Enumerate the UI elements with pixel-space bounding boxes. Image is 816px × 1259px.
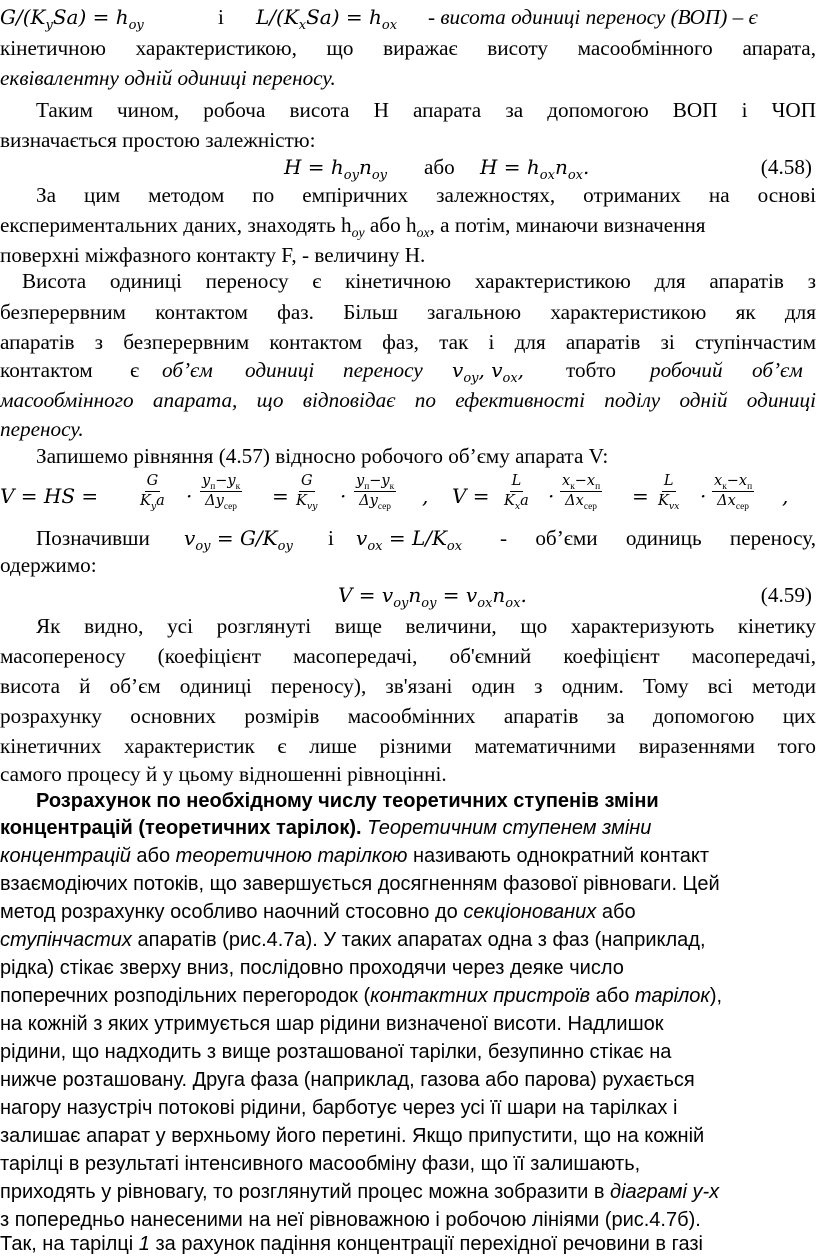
fraction-y-diff-2: $y_п-y_к$ $\Delta y_{сер}$	[356, 473, 395, 512]
paragraph-line: масообмінного апарата, що відповідає по ефективності поділу одній одиниці	[0, 388, 816, 412]
line-hoy-hox-definition	[0, 2, 816, 32]
section-heading-cont: концентрацій (теоретичних тарілок).	[0, 817, 362, 839]
definition-vop: - висота одиниці переносу (ВОП) – є	[428, 5, 758, 29]
paragraph-line: апаратів з безперервним контактом фаз, так і для апаратів зі ступінчастим	[0, 330, 816, 354]
equation-number: (4.58)	[760, 155, 812, 179]
formula-h-oy: $H = h_{oy}n_{oy}$	[284, 155, 388, 183]
equation-4-59: $V = v_{oy}n_{oy} = v_{ox}n_{ox}$. (4.59)	[0, 580, 816, 610]
equation-number: (4.59)	[760, 583, 812, 607]
paragraph-line: Позначивши $v_{oy} = G/K_{oy}$ і $v_{ox} = L/K_{ox}$ - об’єми одиниць переносу,	[36, 526, 816, 554]
formula-hoy: $G/(K_ySa) = h_{oy}$	[0, 5, 144, 33]
paragraph-line: тарілці в результаті інтенсивного масообміну фази, що її залишають,	[0, 1153, 641, 1175]
formula-v: V =	[452, 484, 490, 508]
paragraph-line: нагору назустріч потокові рідини, барботує через усі її шари на тарілках і	[0, 1097, 678, 1119]
formula-v-hs: V = HS =	[0, 484, 99, 508]
fraction-x-diff: $x_к-x_п$ $\Delta x_{сер}$	[562, 473, 601, 512]
fraction-l-kxa: L $K_xa$	[504, 473, 529, 512]
equation-volume: V = HS = G $K_ya$ · $y_п-y_к$ $\Delta y_{сер}$ = G $K_{vy}$ · $y_п-y_к$ $\Delta y_{сер}$ , V = L $K_xa$ · $x_к-x_п$ $\Delta x_{сер}$ = L $K_{vx}$ · $x_к-x_п$ $\Delta x_{сер}$ ,	[0, 472, 816, 520]
conjunction-or: або	[424, 155, 455, 179]
fraction-x-diff-2: $x_к-x_п$ $\Delta x_{сер}$	[714, 473, 753, 512]
paragraph-line: концентрацій (теоретичних тарілок). Теоретичним ступенем зміни	[0, 817, 652, 839]
paragraph-line: кінетичних характеристик є лише різними математичними виразеннями того	[0, 734, 816, 758]
paragraph-line: висота й об’єм одиниці переносу), зв'язані один з одним. Тому всі методи	[0, 674, 816, 698]
paragraph-line: Так, на тарілці 1 за рахунок падіння концентрації перехідної речовини в газі	[0, 1233, 703, 1255]
paragraph-line: концентрацій або теоретичною тарілкою називають однократний контакт	[0, 845, 710, 867]
paragraph-line: одержимо:	[0, 553, 97, 577]
formula-h-ox: $H = h_{ox}n_{ox}$.	[480, 155, 590, 183]
paragraph-line: Таким чином, робоча висота H апарата за допомогою ВОП і ЧОП	[36, 98, 816, 122]
paragraph-line: рідка) стікає зверху вниз, послідовно проходячи через деяке число	[0, 957, 624, 979]
paragraph-line: кінетичною характеристикою, що виражає висоту масообмінного апарата,	[0, 36, 816, 60]
paragraph-line: Запишемо рівняння (4.57) відносно робочого об’єму апарата V:	[36, 444, 609, 468]
paragraph-line: Як видно, усі розглянуті вище величини, що характеризують кінетику	[36, 614, 816, 638]
paragraph-line: на кожній з яких утримується шар рідини визначеної висоти. Надлишок	[0, 1013, 664, 1035]
equation-4-58	[0, 152, 816, 182]
fraction-g-kya: G $K_ya$	[140, 473, 165, 512]
paragraph-line: приходять у рівновагу, то розглянутий процес можна зобразити в діаграмі y-x	[0, 1181, 720, 1203]
paragraph-line: поперечних розподільних перегородок (контактних пристроїв або тарілок),	[0, 985, 723, 1007]
fraction-g-kvy: G $K_{vy}$	[296, 473, 318, 512]
paragraph-line: визначається простою залежністю:	[0, 128, 316, 152]
fraction-y-diff: $y_п-y_к$ $\Delta y_{сер}$	[202, 473, 241, 512]
paragraph-line: еквівалентну одній одиниці переносу.	[0, 66, 336, 90]
paragraph-line: розрахунку основних розмірів масообмінних апаратів за допомогою цих	[0, 704, 816, 728]
paragraph-line: Висота одиниці переносу є кінетичною характеристикою для апаратів з	[22, 269, 816, 293]
paragraph-line: масопереносу (коефіцієнт масопередачі, об'ємний коефіцієнт масопередачі,	[0, 644, 816, 668]
paragraph-line: переносу.	[0, 417, 84, 441]
section-heading: Розрахунок по необхідному числу теоретичних ступенів зміни	[36, 790, 659, 812]
conjunction: і	[218, 5, 224, 29]
formula-hox: $L/(K_xSa) = h_{ox}$	[256, 5, 398, 33]
paragraph-line: контактом є об’єм одиниці переносу $v_{oy}$, $v_{ox}$, тобто робочий об’єм	[0, 358, 803, 386]
paragraph-line: самого процесу й у цьому відношенні рівноцінні.	[0, 762, 447, 786]
paragraph-line: поверхні міжфазного контакту F, - величину H.	[0, 243, 426, 267]
paragraph-line: експериментальних даних, знаходять $h_{oy}$ або $h_{ox}$, а потім, минаючи визначення	[0, 213, 706, 241]
paragraph-line: За цим методом по емпіричних залежностях, отриманих на основі	[36, 183, 816, 207]
paragraph-line: рідини, що надходить з вище розташованої тарілки, безупинно стікає на	[0, 1041, 672, 1063]
paragraph-line: нижче розташовану. Друга фаза (наприклад, газова або парова) рухається	[0, 1069, 695, 1091]
paragraph-line: взаємодіючих потоків, що завершується досягненням фазової рівноваги. Цей	[0, 873, 720, 895]
paragraph-line: залишає апарат у верхньому його перетині. Якщо припустити, що на кожній	[0, 1125, 705, 1147]
paragraph-line: метод розрахунку особливо наочний стосовно до секціонованих або	[0, 901, 636, 923]
fraction-l-kvx: L $K_{vx}$	[658, 473, 680, 512]
paragraph-line: безперервним контактом фаз. Більш загальною характеристикою як для	[0, 300, 816, 324]
paragraph-line: з попередньо нанесеними на неї рівноважною і робочою лініями (рис.4.7б).	[0, 1209, 701, 1231]
paragraph-line: ступінчастих апаратів (рис.4.7а). У таких апаратах одна з фаз (наприклад,	[0, 929, 706, 951]
